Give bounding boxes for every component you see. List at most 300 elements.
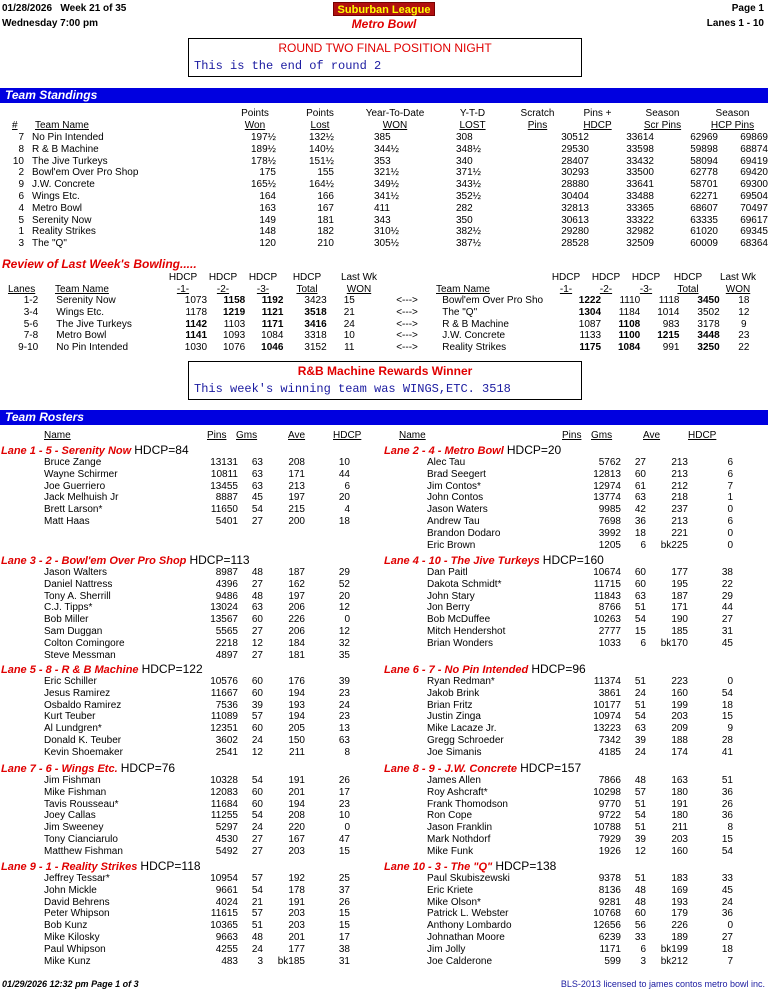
player-row xyxy=(427,540,733,552)
player-hdcp: 38 xyxy=(721,567,733,578)
spacer xyxy=(24,215,32,227)
ytd-lost: 350 xyxy=(456,214,473,226)
spacer xyxy=(24,203,32,215)
player-average: 213 xyxy=(671,468,688,480)
player-name: Jason Waters xyxy=(427,504,488,516)
player-name: Johnathan Moore xyxy=(427,931,505,943)
player-pins: 13567 xyxy=(210,614,238,626)
team-name: 8 - R & B Machine xyxy=(45,664,139,676)
hdr-ytd: Year-To-Date xyxy=(365,108,425,119)
player-pins: 2777 xyxy=(598,625,621,637)
player-row xyxy=(44,944,350,956)
points-won: 164 xyxy=(259,190,276,202)
player-name: Matt Haas xyxy=(44,515,90,527)
spacer xyxy=(334,179,374,191)
spacer xyxy=(24,191,32,203)
player-hdcp: 0 xyxy=(727,920,733,932)
game-score: 1192 xyxy=(261,295,284,306)
lane-header xyxy=(384,553,604,567)
player-pins: 5565 xyxy=(215,625,238,637)
roster-header: HDCP xyxy=(688,430,717,441)
player-hdcp: 8 xyxy=(344,746,350,758)
player-row xyxy=(427,873,733,885)
player-name: Frank Thomodson xyxy=(427,798,508,810)
player-row xyxy=(44,885,350,897)
player-average: 174 xyxy=(671,746,688,758)
spacer xyxy=(334,191,374,203)
lane-header xyxy=(1,662,203,676)
ytd-won: 343 xyxy=(374,214,391,226)
player-name: Jason Walters xyxy=(44,567,107,578)
player-pins: 10788 xyxy=(593,822,621,834)
points-won: 175 xyxy=(259,167,276,179)
player-average: bk185 xyxy=(277,955,305,967)
player-average: 177 xyxy=(671,567,688,578)
player-hdcp: 44 xyxy=(338,468,350,480)
team-number: 1 xyxy=(18,226,24,238)
ytd-won: 341½ xyxy=(374,190,400,202)
scratch-pins: 30512 xyxy=(561,132,589,143)
team-name: 3 - The "Q" xyxy=(434,861,493,873)
review-header: HDCP xyxy=(591,272,621,283)
player-games: 24 xyxy=(634,746,646,758)
player-row xyxy=(427,492,733,504)
player-games: 27 xyxy=(251,649,263,661)
player-name: Bob Miller xyxy=(44,614,89,626)
roster-table xyxy=(44,457,350,528)
player-pins: 8987 xyxy=(215,567,238,578)
player-name: Andrew Tau xyxy=(427,515,480,527)
player-average: 201 xyxy=(288,931,305,943)
player-row xyxy=(427,614,733,626)
player-name: Jason Franklin xyxy=(427,822,493,834)
points-lost: 155 xyxy=(317,167,334,179)
season-hcp-pins: 69300 xyxy=(740,179,768,191)
player-hdcp: 36 xyxy=(721,810,733,822)
lane-number: Lane 7 - xyxy=(1,763,46,775)
player-games: 63 xyxy=(634,723,646,735)
team-name: 1 - Reality Strikes xyxy=(45,861,138,873)
ytd-won: 321½ xyxy=(374,167,400,179)
spacer xyxy=(334,238,374,250)
team-hdcp: HDCP=118 xyxy=(140,859,201,873)
player-name: Mike Olson* xyxy=(427,896,481,908)
player-games: 24 xyxy=(251,943,263,955)
player-name: Colton Comingore xyxy=(44,637,125,649)
player-pins: 12083 xyxy=(210,786,238,798)
player-name: David Behrens xyxy=(44,896,110,908)
season-scr-pins: 60009 xyxy=(690,238,718,250)
ytd-won: 344½ xyxy=(374,143,400,155)
player-name: Jack Melhuish Jr xyxy=(44,492,119,504)
player-games: 57 xyxy=(251,908,263,920)
player-average: 180 xyxy=(671,786,688,798)
player-hdcp: 15 xyxy=(338,845,350,857)
standings-row xyxy=(0,226,768,238)
player-average: bk225 xyxy=(660,539,688,551)
player-games: 51 xyxy=(634,602,646,614)
player-pins: 12974 xyxy=(593,480,621,492)
player-row xyxy=(427,799,733,811)
lane-number: Lane 10 - xyxy=(384,861,435,873)
spacer xyxy=(24,179,32,191)
lane-pair: 7-8 xyxy=(23,330,39,342)
player-average: 213 xyxy=(288,480,305,492)
player-name: C.J. Tipps* xyxy=(44,602,93,614)
player-games: 12 xyxy=(251,637,263,649)
points-won: 18 xyxy=(738,295,750,306)
player-games: 57 xyxy=(251,711,263,723)
opponent-name: J.W. Concrete xyxy=(442,330,506,342)
spacer xyxy=(38,330,56,342)
player-hdcp: 54 xyxy=(721,687,733,699)
player-hdcp: 36 xyxy=(721,786,733,798)
notice-title: ROUND TWO FINAL POSITION NIGHT xyxy=(278,41,492,55)
points-lost: 166 xyxy=(317,190,334,202)
player-row xyxy=(44,591,350,603)
player-games: 63 xyxy=(634,590,646,602)
team-hdcp: HDCP=157 xyxy=(520,761,582,775)
player-name: Matthew Fishman xyxy=(44,845,123,857)
team-name: Serenity Now xyxy=(32,214,92,226)
team-number: 9 xyxy=(18,179,24,191)
season-hcp-pins: 69869 xyxy=(740,132,768,143)
player-games: 24 xyxy=(634,687,646,699)
points-lost: 210 xyxy=(317,238,334,250)
player-row xyxy=(44,787,350,799)
points-won: 149 xyxy=(259,214,276,226)
player-games: 48 xyxy=(251,590,263,602)
player-hdcp: 0 xyxy=(344,822,350,834)
player-row xyxy=(427,846,733,858)
player-row xyxy=(44,775,350,787)
player-row xyxy=(427,723,733,735)
ytd-won: 349½ xyxy=(374,179,400,191)
review-row xyxy=(0,330,768,342)
roster-header: HDCP xyxy=(333,430,362,441)
player-average: 191 xyxy=(288,775,305,786)
player-name: Brian Wonders xyxy=(427,637,493,649)
league-name: Suburban League xyxy=(333,2,435,16)
player-name: Bob Kunz xyxy=(44,920,88,932)
ytd-lost: 343½ xyxy=(456,179,482,191)
player-games: 24 xyxy=(251,822,263,834)
team-name: The "Q" xyxy=(32,238,67,250)
spacer xyxy=(334,156,374,168)
player-row xyxy=(44,614,350,626)
player-average: 209 xyxy=(671,723,688,735)
player-hdcp: 24 xyxy=(721,896,733,908)
player-games: 27 xyxy=(251,833,263,845)
review-title: Review of Last Week's Bowling..... xyxy=(2,257,197,271)
player-average: 226 xyxy=(288,614,305,626)
game-score: 1133 xyxy=(579,330,602,342)
player-name: Paul Skubiszewski xyxy=(427,873,510,884)
player-pins: 8887 xyxy=(215,492,238,504)
points-won: 197½ xyxy=(250,132,276,143)
player-row xyxy=(427,504,733,516)
player-pins: 8766 xyxy=(598,602,621,614)
team-name: Reality Strikes xyxy=(32,226,96,238)
player-games: 27 xyxy=(634,457,646,468)
player-hdcp: 51 xyxy=(721,775,733,786)
player-average: 189 xyxy=(671,931,688,943)
review-header: Team Name xyxy=(436,284,490,295)
player-pins: 11374 xyxy=(593,676,621,687)
player-games: 36 xyxy=(634,515,646,527)
player-average: 200 xyxy=(288,515,305,527)
player-row xyxy=(44,846,350,858)
rewards-box xyxy=(188,361,582,400)
player-average: 197 xyxy=(288,492,305,504)
game-score: 1014 xyxy=(657,306,680,318)
player-name: John Contos xyxy=(427,492,484,504)
player-pins: 2541 xyxy=(215,746,238,758)
player-name: Brandon Dodaro xyxy=(427,527,501,539)
series-total: 3448 xyxy=(697,330,720,342)
player-name: Paul Whipson xyxy=(44,943,106,955)
game-score: 1084 xyxy=(261,330,284,342)
player-hdcp: 10 xyxy=(338,810,350,822)
review-row xyxy=(0,295,768,307)
player-row xyxy=(44,469,350,481)
player-pins: 483 xyxy=(221,955,238,967)
season-hcp-pins: 70497 xyxy=(740,202,768,214)
player-average: 180 xyxy=(671,810,688,822)
player-games: 54 xyxy=(634,711,646,723)
player-average: 176 xyxy=(288,676,305,687)
game-score: 1118 xyxy=(658,295,680,306)
lane-header xyxy=(1,761,175,775)
team-name: 9 - J.W. Concrete xyxy=(428,763,518,775)
review-row xyxy=(0,319,768,331)
hdr-pins-hdcp: HDCP xyxy=(583,120,612,131)
player-hdcp: 38 xyxy=(338,943,350,955)
review-header: WON xyxy=(725,284,751,295)
pins-hdcp: 33322 xyxy=(626,214,654,226)
review-header: HDCP xyxy=(208,272,238,283)
player-average: 220 xyxy=(288,822,305,834)
team-name: Serenity Now xyxy=(56,295,116,306)
review-header: -1- xyxy=(176,284,190,295)
player-average: 221 xyxy=(671,527,688,539)
standings-table xyxy=(0,132,768,250)
player-average: 162 xyxy=(288,578,305,590)
player-average: 213 xyxy=(671,515,688,527)
team-name: 2 - Bowl'em Over Pro Shop xyxy=(45,555,187,567)
roster-table xyxy=(427,567,733,650)
points-won: 148 xyxy=(259,226,276,238)
roster-header: Pins xyxy=(562,430,582,441)
hdr-scratch-pins: Pins xyxy=(527,120,548,131)
game-score: 1087 xyxy=(578,318,602,330)
player-hdcp: 12 xyxy=(338,625,350,637)
lane-number: Lane 6 - xyxy=(384,664,429,676)
hdr-season: Season xyxy=(645,108,680,119)
player-name: Jim Fishman xyxy=(44,775,101,786)
game-score: 1103 xyxy=(223,318,246,330)
lane-header xyxy=(1,553,250,567)
ytd-lost: 308 xyxy=(456,132,473,143)
standings-row xyxy=(0,215,768,227)
player-name: Joey Callas xyxy=(44,810,96,822)
player-row xyxy=(427,932,733,944)
review-header: HDCP xyxy=(673,272,703,283)
player-games: 60 xyxy=(251,614,263,626)
lane-number: Lane 8 - xyxy=(384,763,429,775)
game-score: 1084 xyxy=(618,342,641,354)
roster-header: Gms xyxy=(591,430,613,441)
player-name: Mitch Hendershot xyxy=(427,625,506,637)
player-average: 193 xyxy=(671,896,688,908)
review-header: Total xyxy=(296,284,318,295)
player-average: 181 xyxy=(288,649,305,661)
spacer xyxy=(38,319,56,331)
review-header: HDCP xyxy=(248,272,278,283)
player-row xyxy=(427,626,733,638)
player-name: Jim Sweeney xyxy=(44,822,104,834)
player-average: 215 xyxy=(288,504,305,516)
player-row xyxy=(44,834,350,846)
roster-table xyxy=(427,873,733,967)
spacer xyxy=(38,342,56,354)
player-row xyxy=(44,810,350,822)
player-name: Kurt Teuber xyxy=(44,711,96,723)
player-games: 63 xyxy=(251,602,263,614)
player-row xyxy=(427,516,733,528)
player-hdcp: 0 xyxy=(344,614,350,626)
player-games: 63 xyxy=(251,468,263,480)
player-pins: 10365 xyxy=(210,920,238,932)
review-header: -2- xyxy=(216,284,230,295)
standings-row xyxy=(0,156,768,168)
player-pins: 7536 xyxy=(215,699,238,711)
player-games: 57 xyxy=(634,786,646,798)
player-name: Steve Messman xyxy=(44,649,116,661)
player-average: 194 xyxy=(288,687,305,699)
player-name: Brett Larson* xyxy=(44,504,103,516)
player-average: 212 xyxy=(671,480,688,492)
player-pins: 10328 xyxy=(210,775,238,786)
player-hdcp: 25 xyxy=(338,873,350,884)
spacer xyxy=(24,144,32,156)
player-pins: 4530 xyxy=(215,833,238,845)
player-hdcp: 18 xyxy=(338,515,350,527)
player-pins: 8136 xyxy=(598,884,621,896)
player-name: Eric Kriete xyxy=(427,884,474,896)
game-score: 1304 xyxy=(578,306,602,318)
team-number: 7 xyxy=(18,132,24,143)
player-average: 226 xyxy=(671,920,688,932)
player-row xyxy=(44,602,350,614)
player-pins: 11715 xyxy=(593,578,621,590)
player-hdcp: 24 xyxy=(338,699,350,711)
player-games: 54 xyxy=(251,810,263,822)
player-pins: 7866 xyxy=(598,775,621,786)
player-row xyxy=(427,579,733,591)
player-games: 60 xyxy=(251,676,263,687)
player-average: 205 xyxy=(288,723,305,735)
player-hdcp: 13 xyxy=(338,723,350,735)
player-average: 163 xyxy=(671,775,688,786)
team-hdcp: HDCP=113 xyxy=(189,553,250,567)
scratch-pins: 30613 xyxy=(561,214,589,226)
player-hdcp: 36 xyxy=(721,908,733,920)
footer-license: BLS-2013 licensed to james contos metro bowl inc. xyxy=(560,979,765,989)
player-name: Mike Lacaze Jr. xyxy=(427,723,497,735)
player-pins: 4255 xyxy=(215,943,238,955)
player-average: 206 xyxy=(288,602,305,614)
player-hdcp: 15 xyxy=(721,833,733,845)
scratch-pins: 28407 xyxy=(561,155,589,167)
player-pins: 12656 xyxy=(593,920,621,932)
player-games: 60 xyxy=(634,468,646,480)
player-average: 167 xyxy=(288,833,305,845)
rewards-text: This week's winning team was WINGS,ETC. 3518 xyxy=(194,382,511,396)
roster-table xyxy=(427,676,733,759)
ytd-lost: 352½ xyxy=(456,190,482,202)
player-hdcp: 20 xyxy=(338,590,350,602)
opponent-name: Bowl'em Over Pro Sho xyxy=(442,295,544,306)
pins-hdcp: 32982 xyxy=(626,226,654,238)
player-pins: 11843 xyxy=(593,590,621,602)
points-won: 12 xyxy=(738,306,750,318)
player-hdcp: 15 xyxy=(721,711,733,723)
lane-number: Lane 3 - xyxy=(1,555,46,567)
player-pins: 1033 xyxy=(598,637,621,649)
team-name: 6 - Wings Etc. xyxy=(45,763,118,775)
scratch-pins: 29530 xyxy=(561,143,589,155)
points-won: 21 xyxy=(343,306,355,318)
game-score: 991 xyxy=(662,342,680,354)
player-name: Daniel Nattress xyxy=(44,578,113,590)
player-games: 60 xyxy=(251,687,263,699)
team-standings-bar: Team Standings xyxy=(0,88,768,103)
ytd-won: 385 xyxy=(374,132,391,143)
day-time: Wednesday 7:00 pm xyxy=(2,18,98,29)
lane-pair: 3-4 xyxy=(23,306,39,318)
game-score: 1076 xyxy=(222,342,246,354)
standings-row xyxy=(0,238,768,250)
review-header: Team Name xyxy=(55,284,109,295)
player-games: 27 xyxy=(251,845,263,857)
scratch-pins: 28880 xyxy=(561,179,589,191)
player-pins: 599 xyxy=(604,955,621,967)
player-pins: 12813 xyxy=(593,468,621,480)
scratch-pins: 29280 xyxy=(561,226,589,238)
game-score: 1046 xyxy=(261,342,284,354)
player-games: 3 xyxy=(640,955,646,967)
player-name: Joe Guerriero xyxy=(44,480,106,492)
points-won: 189½ xyxy=(250,143,276,155)
player-hdcp: 23 xyxy=(338,711,350,723)
player-games: 51 xyxy=(634,676,646,687)
player-hdcp: 33 xyxy=(721,873,733,884)
team-number: 8 xyxy=(18,143,24,155)
opponent-name: The "Q" xyxy=(442,306,478,318)
season-scr-pins: 62778 xyxy=(690,167,718,179)
player-pins: 13024 xyxy=(210,602,238,614)
player-hdcp: 45 xyxy=(721,637,733,649)
player-row xyxy=(427,700,733,712)
points-won: 22 xyxy=(738,342,750,354)
player-games: 24 xyxy=(251,734,263,746)
season-scr-pins: 62969 xyxy=(690,132,718,143)
hdr-num: # xyxy=(12,120,18,131)
player-pins: 1205 xyxy=(598,539,621,551)
team-number: 5 xyxy=(18,214,24,226)
player-average: 190 xyxy=(671,614,688,626)
